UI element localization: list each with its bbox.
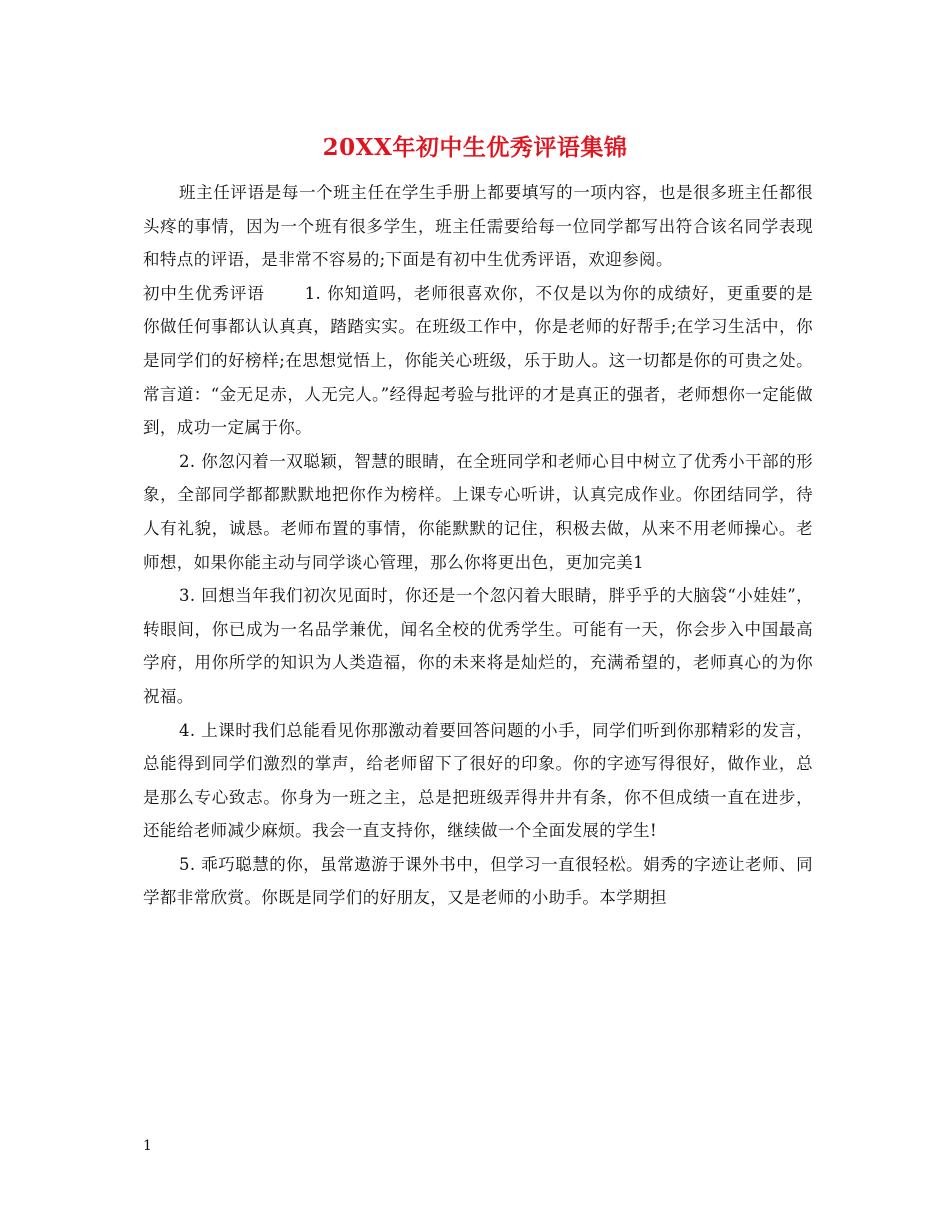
- document-body: [143, 176, 813, 915]
- section-heading: 初中生优秀评语: [143, 283, 265, 303]
- item-paragraph-2: 2. 你忽闪着一双聪颖，智慧的眼睛，在全班同学和老师心目中树立了优秀小干部的形象，全部同学都都默默地把你作为榜样。上课专心听讲，认真完成作业。你团结同学，待人有礼貌，诚恳。老师布置的事情，你能默默的记住，积极去做，从来不用老师操心。老师想，如果你能主动与同学谈心管理，那么你将更出色，更加完美1: [143, 451, 813, 572]
- page-number: 1: [143, 1138, 152, 1154]
- item-1-text: 1. 你知道吗，老师很喜欢你，不仅是以为你的成绩好，更重要的是你做任何事都认认真真，踏踏实实。在班级工作中，你是老师的好帮手;在学习生活中，你是同学们的好榜样;在思想觉悟上，你能关心班级，乐于助人。这一切都是你的可贵之处。常言道：“金无足赤，人无完人。”经得起考验与批评的才是真正的强者，老师想你一定能做到，成功一定属于你。: [143, 283, 813, 438]
- item-paragraph-1: [143, 277, 813, 445]
- item-paragraph-5: 5. 乖巧聪慧的你，虽常遨游于课外书中，但学习一直很轻松。娟秀的字迹让老师、同学都非常欣赏。你既是同学们的好朋友，又是老师的小助手。本学期担: [143, 854, 813, 908]
- item-paragraph-4: 4. 上课时我们总能看见你那激动着要回答问题的小手，同学们听到你那精彩的发言，总能得到同学们激烈的掌声，给老师留下了很好的印象。你的字迹写得很好，做作业，总是那么专心致志。你身为一班之主，总是把班级弄得井井有条，你不但成绩一直在进步，还能给老师减少麻烦。我会一直支持你，继续做一个全面发展的学生!: [143, 720, 813, 841]
- item-paragraph-3: 3. 回想当年我们初次见面时，你还是一个忽闪着大眼睛，胖乎乎的大脑袋“小娃娃”，转眼间，你已成为一名品学兼优，闻名全校的优秀学生。可能有一天，你会步入中国最高学府，用你所学的知识为人类造福，你的未来将是灿烂的，充满希望的，老师真心的为你祝福。: [143, 586, 813, 706]
- intro-paragraph: 班主任评语是每一个班主任在学生手册上都要填写的一项内容，也是很多班主任都很头疼的事情，因为一个班有很多学生，班主任需要给每一位同学都写出符合该名同学表现和特点的评语，是非常不容易的;下面是有初中生优秀评语，欢迎参阅。: [143, 183, 813, 270]
- document-title: 20XX年初中生优秀评语集锦: [322, 134, 628, 161]
